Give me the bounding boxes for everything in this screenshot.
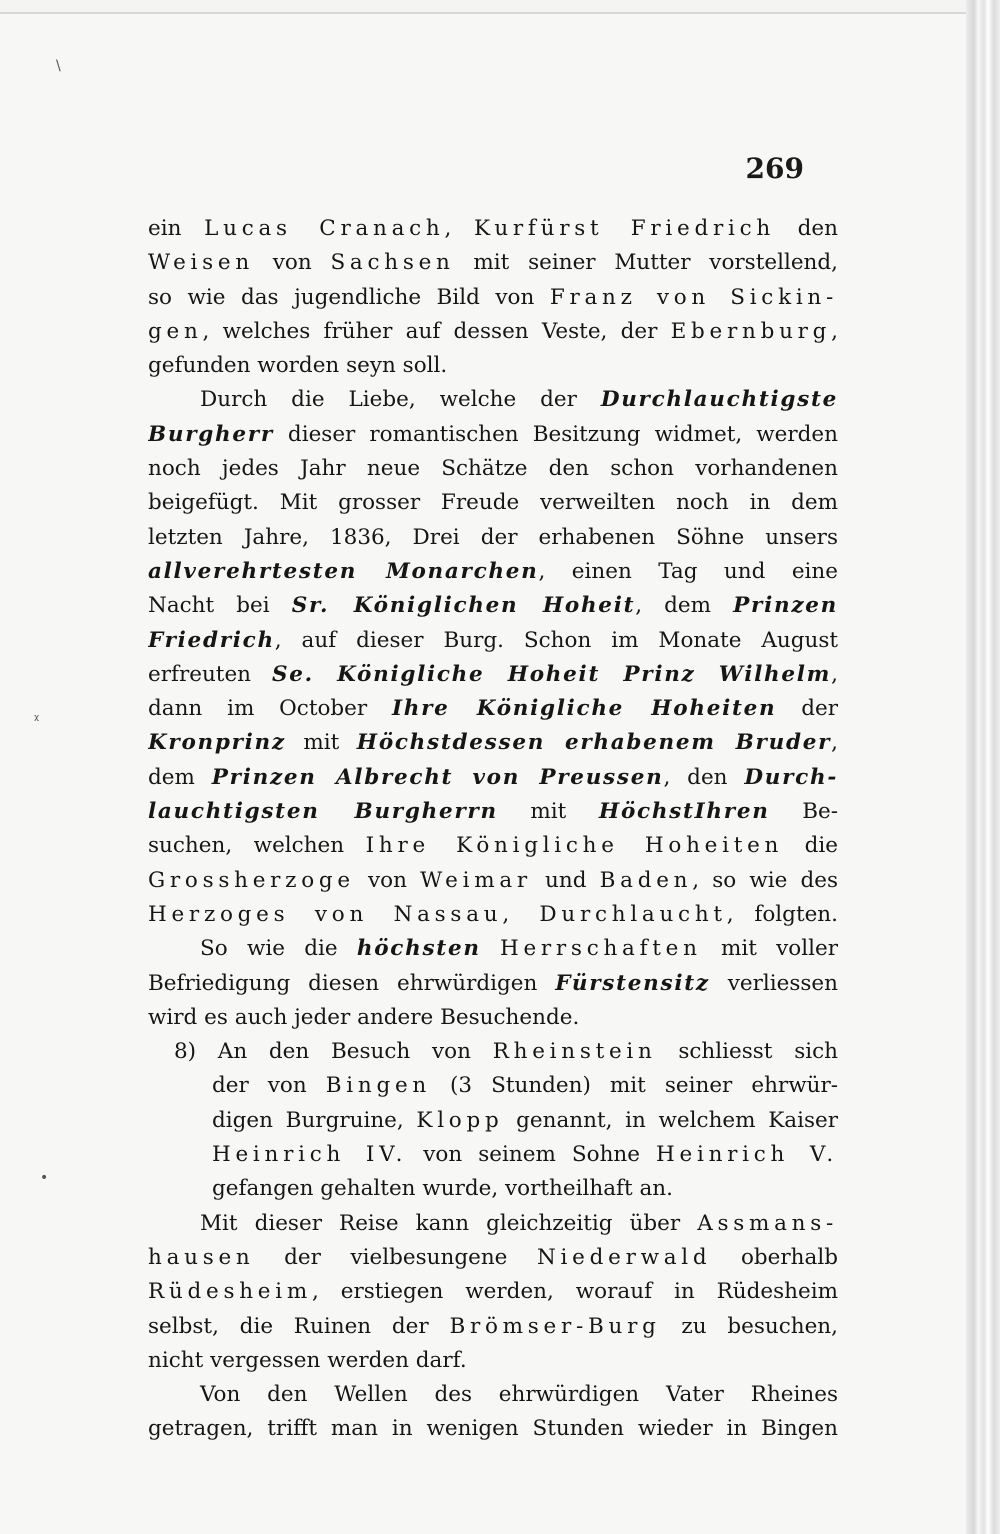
spaced-text: Weisen bbox=[148, 250, 254, 276]
emphasis-text: Fürstensitz bbox=[555, 970, 710, 996]
text-line bbox=[148, 1069, 838, 1103]
text-line bbox=[148, 864, 838, 898]
text-segment: , den bbox=[663, 764, 745, 790]
text-segment: beigefügt. Mit grosser Freude verweilten noch in dem bbox=[148, 490, 838, 516]
text-line bbox=[148, 761, 838, 795]
text-segment: mit bbox=[285, 730, 357, 756]
spaced-text: Rüdesheim bbox=[148, 1279, 312, 1305]
spaced-text: Lucas Cranach bbox=[204, 216, 445, 241]
text-segment: den bbox=[774, 216, 838, 241]
text-segment: mit bbox=[497, 799, 599, 825]
text-segment: zu besuchen, bbox=[660, 1313, 838, 1339]
spaced-text: Kurfürst Friedrich bbox=[474, 216, 775, 241]
spaced-text: Sachsen bbox=[330, 250, 455, 276]
text-line bbox=[148, 418, 838, 452]
spaced-text: gen bbox=[148, 318, 203, 344]
page-number: 269 bbox=[745, 152, 804, 185]
emphasis-text: Höchstdessen erhabenem Bruder bbox=[356, 730, 832, 756]
text-line bbox=[148, 1310, 838, 1344]
spaced-text: Rheinstein bbox=[492, 1039, 657, 1065]
text-segment: schliesst sich bbox=[656, 1039, 838, 1065]
text-segment: der bbox=[776, 696, 838, 722]
text-segment: dann im October bbox=[148, 696, 392, 722]
text-segment: wird es auch jeder andere Besuchende. bbox=[148, 1004, 580, 1030]
text-segment: letzten Jahre, 1836, Drei der erhabenen Söhne unsers bbox=[148, 524, 838, 550]
text-segment: Be- bbox=[769, 799, 838, 825]
text-segment: mit voller bbox=[701, 936, 838, 962]
spaced-text: Heinrich IV. bbox=[212, 1142, 408, 1168]
page-edge-shadow bbox=[966, 0, 1000, 1534]
text-segment: gefangen gehalten wurde, vortheilhaft an. bbox=[212, 1176, 673, 1202]
text-segment bbox=[481, 936, 500, 961]
text-segment: Nacht bei bbox=[148, 593, 292, 619]
text-segment: So wie die bbox=[200, 936, 357, 962]
scan-mark: • bbox=[40, 1170, 49, 1186]
text-segment: , auf dieser Burg. Schon im Monate August bbox=[274, 627, 838, 653]
text-segment: oberhalb bbox=[711, 1244, 838, 1270]
spaced-text: Niederwald bbox=[537, 1244, 712, 1270]
text-line bbox=[148, 898, 838, 932]
spaced-text: Klopp bbox=[416, 1107, 504, 1133]
spaced-text: Heinrich V. bbox=[656, 1142, 838, 1168]
text-segment: , so wie des bbox=[692, 867, 838, 893]
text-line bbox=[148, 1035, 838, 1069]
emphasis-text: lauchtigsten Burgherrn bbox=[148, 799, 498, 825]
text-line bbox=[148, 452, 838, 486]
text-line bbox=[148, 1344, 838, 1378]
text-segment: verliessen bbox=[709, 970, 838, 996]
emphasis-text: Sr. Königlichen Hoheit bbox=[291, 593, 636, 619]
text-line bbox=[148, 1275, 838, 1309]
spaced-text: Bingen bbox=[325, 1073, 431, 1099]
spaced-text: Herrschaften bbox=[499, 936, 702, 962]
spaced-text: hausen bbox=[148, 1244, 255, 1270]
text-segment: der vielbesungene bbox=[254, 1244, 538, 1270]
text-line bbox=[148, 1138, 838, 1172]
emphasis-text: Friedrich bbox=[148, 627, 275, 653]
emphasis-text: Se. Königliche Hoheit Prinz Wilhelm bbox=[271, 661, 832, 687]
spaced-text: Assmans- bbox=[697, 1210, 838, 1236]
spaced-text: Baden bbox=[599, 867, 693, 893]
text-segment: mit seiner Mutter vorstellend, bbox=[454, 250, 838, 276]
emphasis-text: Burgherr bbox=[148, 421, 274, 447]
text-segment: von seinem Sohne bbox=[407, 1142, 657, 1168]
spaced-text: Franz von Sickin- bbox=[549, 284, 838, 310]
scan-mark: \ bbox=[56, 58, 61, 74]
text-segment: selbst, die Ruinen der bbox=[148, 1313, 450, 1339]
text-segment: getragen, trifft man in wenigen Stunden wieder in Bingen bbox=[148, 1416, 838, 1442]
text-line bbox=[148, 658, 838, 692]
text-segment: von bbox=[253, 250, 331, 276]
scan-mark: ᵡ bbox=[34, 712, 40, 728]
text-line bbox=[148, 829, 838, 863]
text-segment: gefunden worden seyn soll. bbox=[148, 353, 448, 379]
text-segment: , erstiegen werden, worauf in Rüdesheim bbox=[311, 1279, 838, 1305]
text-line bbox=[148, 1241, 838, 1275]
text-line bbox=[148, 246, 838, 280]
spaced-text: Ihre Königliche Hoheiten bbox=[365, 833, 784, 859]
text-line bbox=[148, 281, 838, 315]
text-segment: digen Burgruine, bbox=[212, 1107, 417, 1133]
text-segment: , bbox=[831, 730, 838, 756]
emphasis-text: HöchstIhren bbox=[598, 799, 770, 825]
text-segment: Mit dieser Reise kann gleichzeitig über bbox=[200, 1210, 698, 1236]
text-segment: und bbox=[531, 867, 600, 893]
spaced-text: Ebernburg bbox=[670, 318, 832, 344]
text-segment: genannt, in welchem Kaiser bbox=[503, 1107, 838, 1133]
spaced-text: Weimar bbox=[420, 867, 532, 893]
text-line bbox=[148, 726, 838, 760]
text-segment: ein bbox=[148, 216, 205, 241]
text-line bbox=[148, 1104, 838, 1138]
text-line bbox=[148, 692, 838, 726]
text-line bbox=[148, 932, 838, 966]
text-line bbox=[148, 315, 838, 349]
text-line bbox=[148, 383, 838, 417]
text-line bbox=[148, 1412, 838, 1446]
spaced-text: Brömser-Burg bbox=[449, 1313, 661, 1339]
text-segment: noch jedes Jahr neue Schätze den schon vorhandenen bbox=[148, 456, 838, 482]
emphasis-text: Ihre Königliche Hoheiten bbox=[392, 696, 777, 722]
spaced-text: Grossherzoge bbox=[148, 867, 355, 893]
text-segment: der von bbox=[212, 1073, 326, 1099]
emphasis-text: Durchlauchtigste bbox=[600, 387, 838, 413]
text-segment: suchen, welchen bbox=[148, 833, 366, 859]
text-line bbox=[148, 1001, 838, 1035]
text-segment: , dem bbox=[635, 593, 734, 619]
text-segment: , bbox=[831, 661, 838, 687]
emphasis-text: Prinzen Albrecht von Preussen bbox=[211, 764, 664, 790]
text-segment: dieser romantischen Besitzung widmet, werden bbox=[273, 421, 838, 447]
text-segment: (3 Stunden) mit seiner ehrwür- bbox=[431, 1073, 838, 1099]
text-line bbox=[148, 486, 838, 520]
text-segment: , bbox=[444, 216, 475, 241]
text-line bbox=[148, 624, 838, 658]
text-segment: von bbox=[354, 867, 421, 893]
emphasis-text: allverehrtesten Monarchen bbox=[148, 558, 539, 584]
emphasis-text: Durch- bbox=[744, 764, 838, 790]
text-line bbox=[148, 1172, 838, 1206]
text-segment: Von den Wellen des ehrwürdigen Vater Rheines bbox=[200, 1382, 838, 1408]
text-line bbox=[148, 967, 838, 1001]
text-segment: so wie das jugendliche Bild von bbox=[148, 284, 550, 310]
text-segment: , folgten. bbox=[726, 901, 838, 927]
text-segment: die bbox=[783, 833, 838, 859]
text-line bbox=[148, 589, 838, 623]
text-segment: erfreuten bbox=[148, 661, 272, 687]
emphasis-text: Kronprinz bbox=[148, 730, 286, 756]
text-segment: dem bbox=[148, 764, 212, 790]
text-segment: , welches früher auf dessen Veste, der bbox=[202, 318, 671, 344]
text-line bbox=[148, 521, 838, 555]
text-segment: Durch die Liebe, welche der bbox=[200, 387, 601, 413]
text-line bbox=[148, 555, 838, 589]
text-line bbox=[148, 1378, 838, 1412]
text-segment: , einen Tag und eine bbox=[538, 558, 838, 584]
text-line bbox=[148, 212, 838, 246]
emphasis-text: Prinzen bbox=[733, 593, 838, 619]
text-line bbox=[148, 349, 838, 383]
book-page bbox=[0, 12, 968, 1534]
text-segment: 8) An den Besuch von bbox=[174, 1039, 493, 1065]
body-text bbox=[148, 212, 838, 1447]
spaced-text: Herzoges von Nassau, Durchlaucht bbox=[148, 901, 727, 927]
text-segment: nicht vergessen werden darf. bbox=[148, 1347, 467, 1373]
emphasis-text: höchsten bbox=[356, 936, 481, 962]
text-segment: , bbox=[831, 318, 838, 344]
text-segment: Befriedigung diesen ehrwürdigen bbox=[148, 970, 556, 996]
text-line bbox=[148, 1207, 838, 1241]
text-line bbox=[148, 795, 838, 829]
